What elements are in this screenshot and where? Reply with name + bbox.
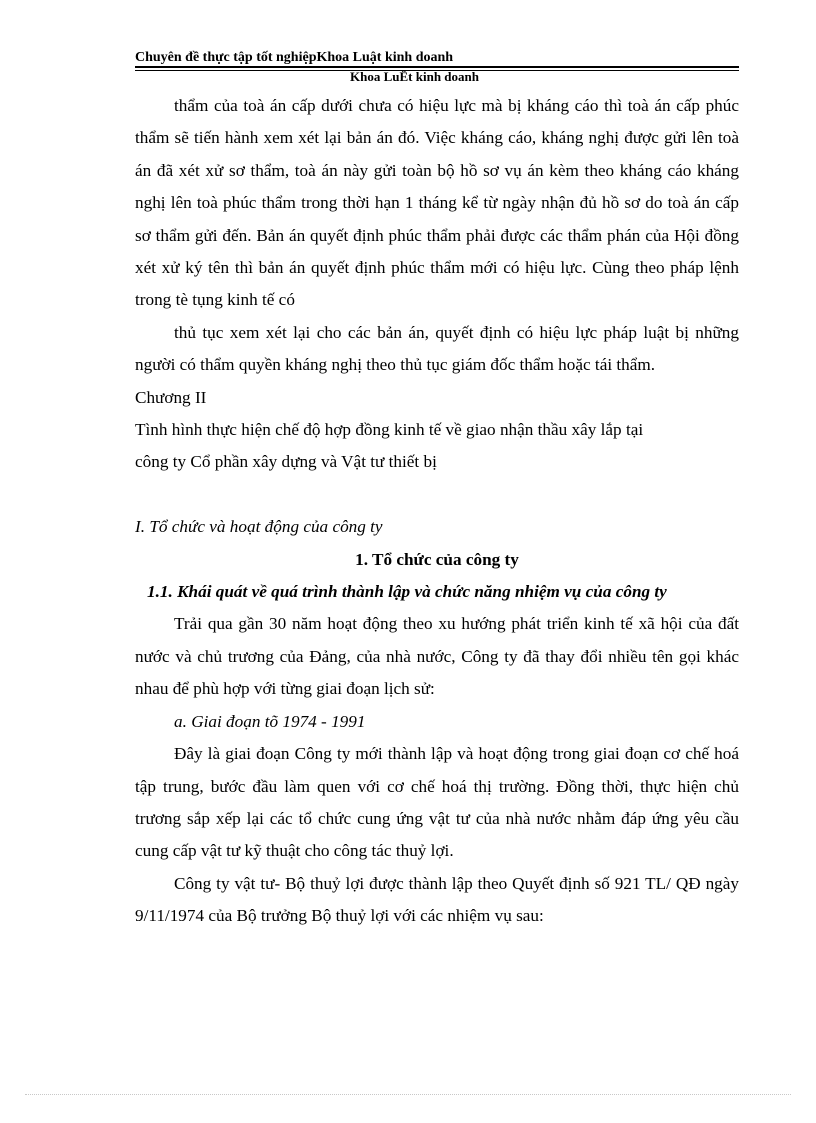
paragraph-founding: Công ty vật tư- Bộ thuỷ lợi được thành lập theo Quyết định số 921 TL/ QĐ ngày 9/11/1974 của Bộ trưởng Bộ thuỷ lợi với các nhiệm vụ sau: <box>135 873 739 926</box>
spacer <box>135 479 739 511</box>
page-body <box>135 90 739 933</box>
section-heading-i: I. Tổ chức và hoạt động của công ty <box>135 517 383 537</box>
running-header-title: Chuyên đề thực tập tốt nghiệpKhoa Luật kinh doanh <box>135 50 454 65</box>
chapter-title-line-1: Tình hình thực hiện chế độ hợp đồng kinh tế về giao nhận thầu xây lắp tại <box>135 420 644 440</box>
paragraph-review: thủ tục xem xét lại cho các bản án, quyết định có hiệu lực pháp luật bị những người có thẩm quyền kháng nghị theo thủ tục giám đốc thẩm hoặc tái thẩm. <box>135 322 739 375</box>
paragraph-appeal: thẩm của toà án cấp dưới chưa có hiệu lực mà bị kháng cáo thì toà án cấp phúc thẩm sẽ tiến hành xem xét lại bản án đó. Việc kháng cáo, kháng nghị được gửi lên toà án đã xét xử sơ thẩm, toà án này gửi toàn bộ hồ sơ vụ án kèm theo kháng cáo kháng nghị lên toà phúc thẩm trong thời hạn 1 tháng kể từ ngày nhận đủ hồ sơ do toà án cấp sơ thẩm gửi đến. Bản án quyết định phúc thẩm phải được các thẩm phán của Hội đồng xét xử ký tên thì bản án quyết định phúc thẩm mới có hiệu lực. Cùng theo pháp lệnh trong tè tụng kinh tế có <box>135 96 739 310</box>
section-heading-1-1: 1.1. Khái quát về quá trình thành lập và chức năng nhiệm vụ của công ty <box>147 582 667 602</box>
section-heading-1: 1. Tổ chức của công ty <box>355 549 519 569</box>
page-bottom-border <box>25 1094 791 1095</box>
paragraph-history: Trải qua gần 30 năm hoạt động theo xu hướng phát triển kinh tế xã hội của đất nước và chủ trương của Đảng, của nhà nước, Công ty đã thay đổi nhiều tên gọi khác nhau để phù hợp với từng giai đoạn lịch sử: <box>135 614 739 699</box>
chapter-heading: Chương II <box>135 387 207 407</box>
subsection-a: a. Giai đoạn tõ 1974 - 1991 <box>174 711 366 731</box>
header-rule-thick <box>135 66 739 68</box>
chapter-title-line-2: công ty Cổ phần xây dựng và Vật tư thiết bị <box>135 452 437 472</box>
running-header-subtitle: Khoa LuËt kinh doanh <box>350 69 479 84</box>
paragraph-period: Đây là giai đoạn Công ty mới thành lập và hoạt động trong giai đoạn cơ chế hoá tập trung, bước đầu làm quen với cơ chế hoá thị trường. Đồng thời, thực hiện chủ trương sắp xếp lại các tổ chức cung ứng vật tư của nhà nước nhằm đáp ứng yêu cầu cung cấp vật tư kỹ thuật cho công tác thuỷ lợi. <box>135 744 739 861</box>
